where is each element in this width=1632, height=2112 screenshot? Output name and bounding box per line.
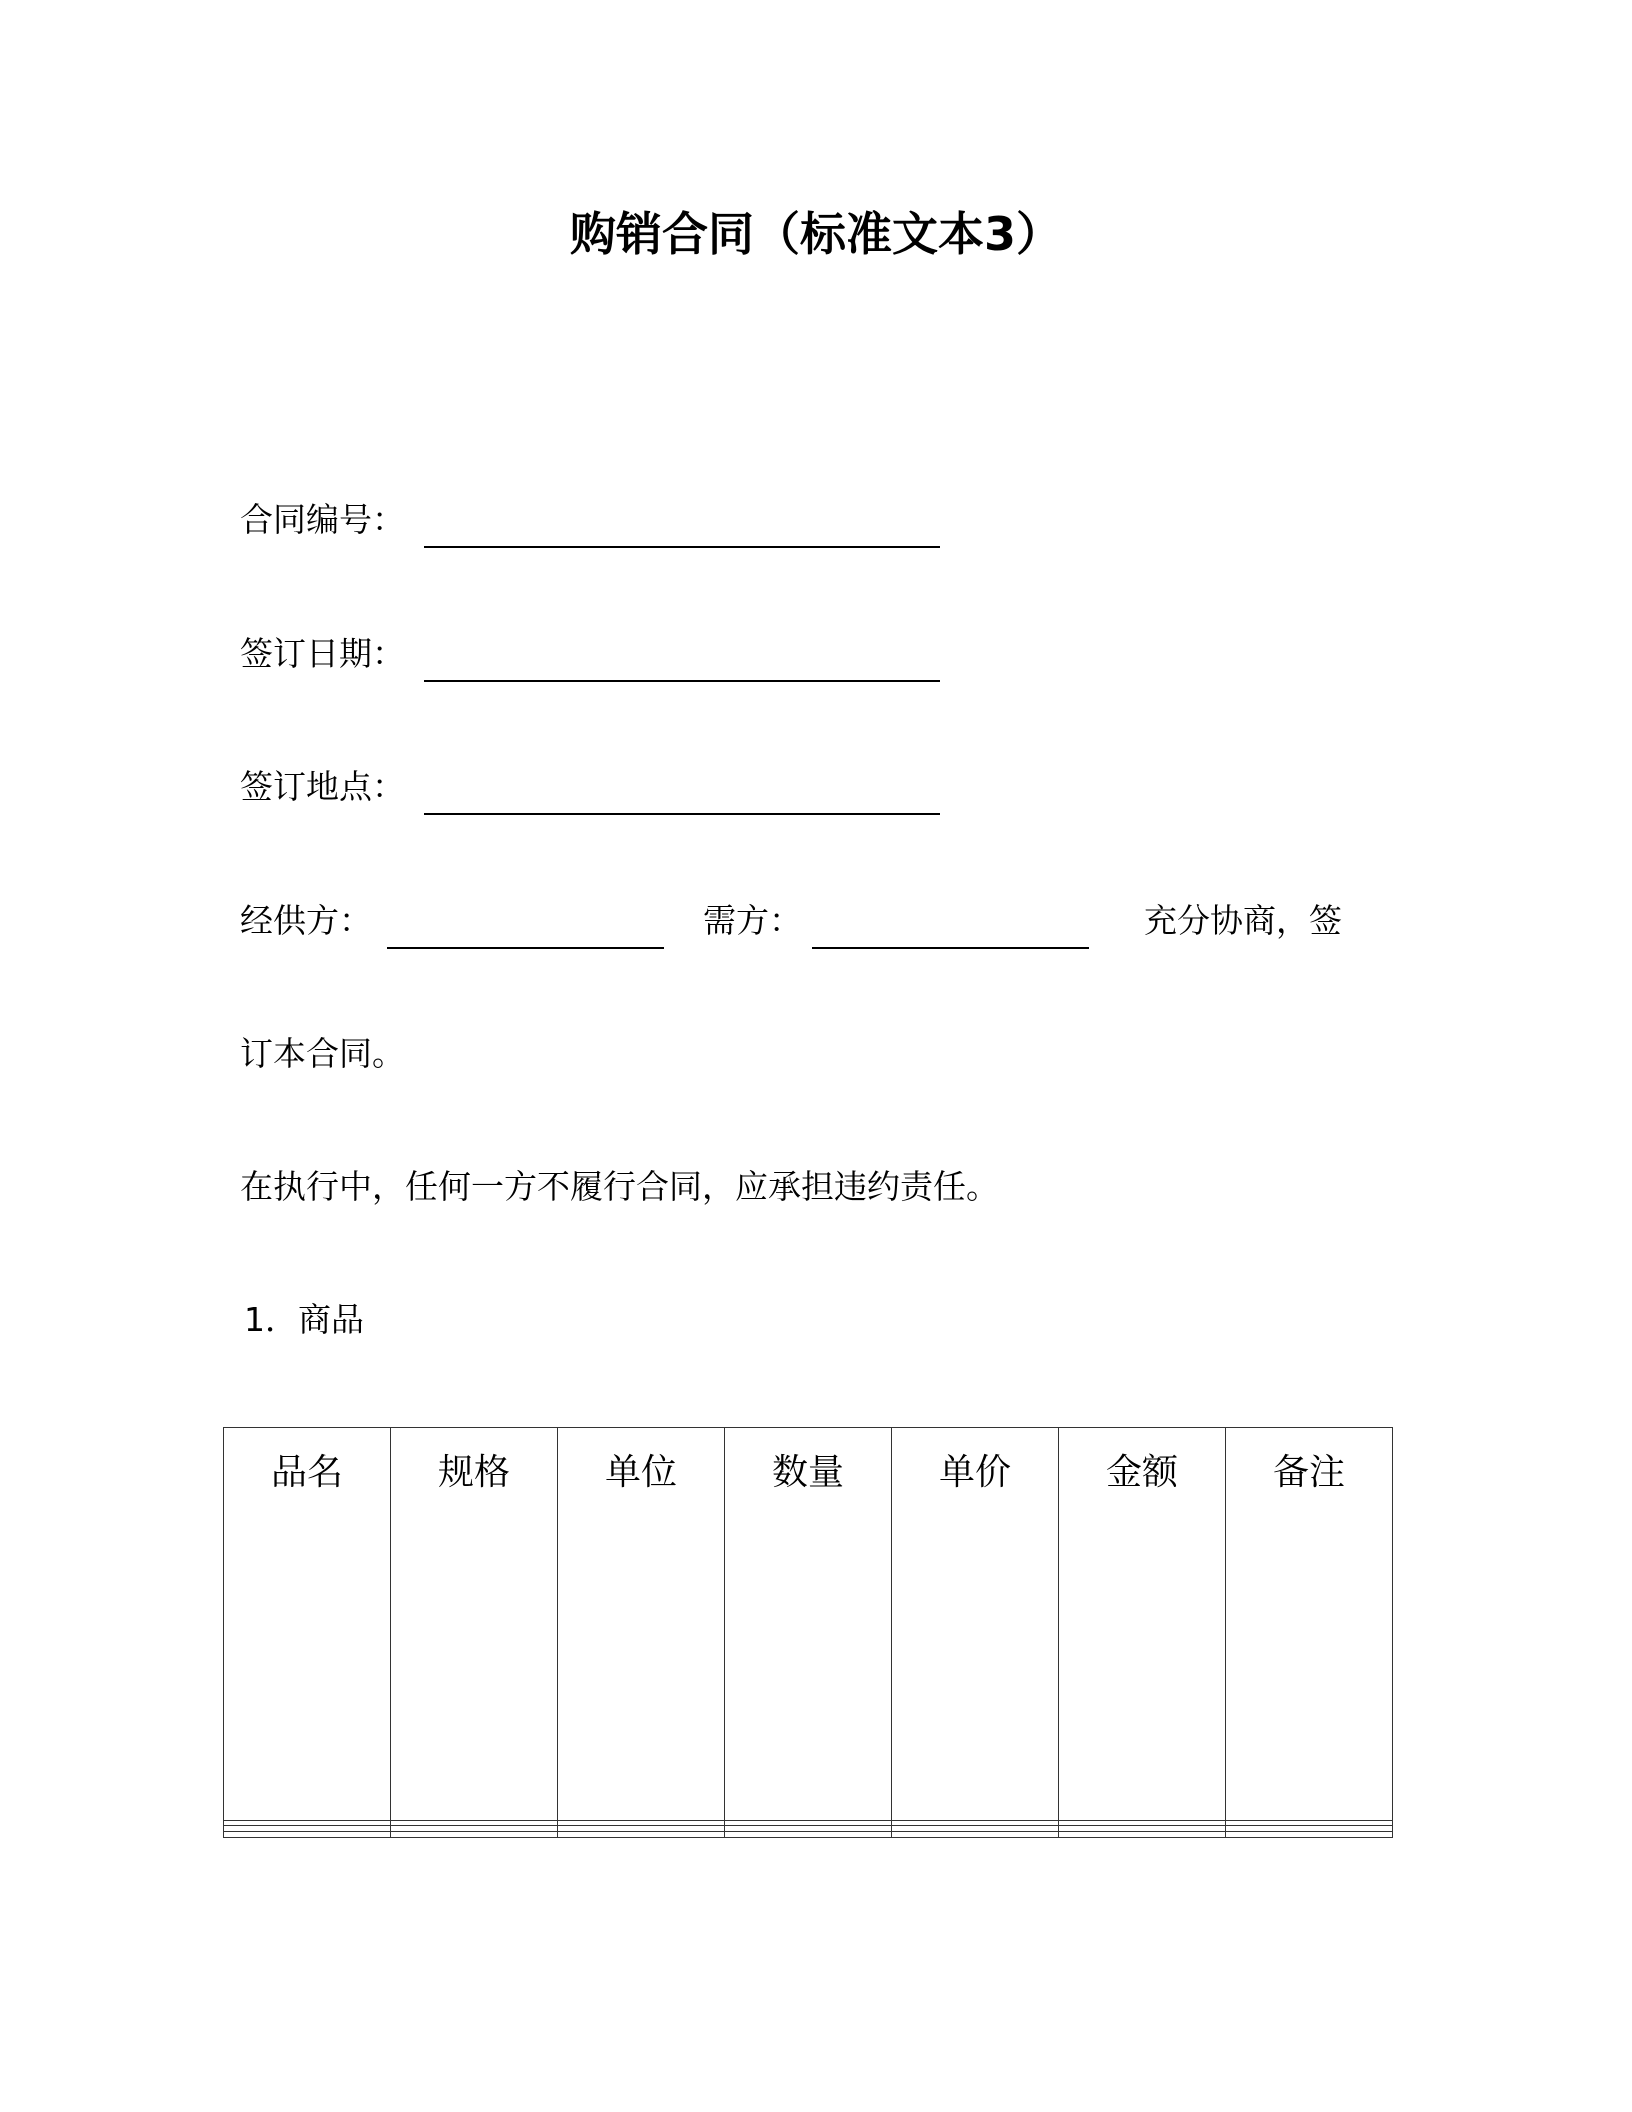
- paragraph: 订本合同。: [240, 1034, 405, 1073]
- table-header-cell: 单价: [938, 1452, 1011, 1493]
- paragraph: 在执行中，任何一方不履行合同，应承担违约责任。: [240, 1167, 999, 1206]
- contract-number-blank: [424, 546, 940, 548]
- sign-place-label: 签订地点：: [240, 767, 405, 806]
- table-header-cell: 规格: [437, 1452, 510, 1493]
- supplier-label: 经供方：: [240, 901, 372, 940]
- table-header-cell: 金额: [1105, 1452, 1178, 1493]
- table-header-cell: 备注: [1272, 1452, 1345, 1493]
- document-title: 购销合同（标准文本3）: [569, 207, 1062, 261]
- buyer-blank: [812, 947, 1089, 949]
- buyer-label: 需方：: [703, 901, 802, 940]
- table-header-cell: 品名: [270, 1452, 343, 1493]
- sign-date-blank: [424, 680, 940, 682]
- sign-place-blank: [424, 813, 940, 815]
- table-row: [224, 1832, 1393, 1838]
- table-header-row: [224, 1428, 1393, 1821]
- contract-number-label: 合同编号：: [240, 500, 405, 539]
- sign-date-label: 签订日期：: [240, 634, 405, 673]
- table-header-cell: 单位: [604, 1452, 677, 1493]
- goods-table: [223, 1427, 1393, 1838]
- supplier-blank: [387, 947, 664, 949]
- negotiation-text: 充分协商，签: [1144, 901, 1342, 940]
- section-heading: 1．商品: [244, 1300, 364, 1339]
- table-header-cell: 数量: [771, 1452, 844, 1493]
